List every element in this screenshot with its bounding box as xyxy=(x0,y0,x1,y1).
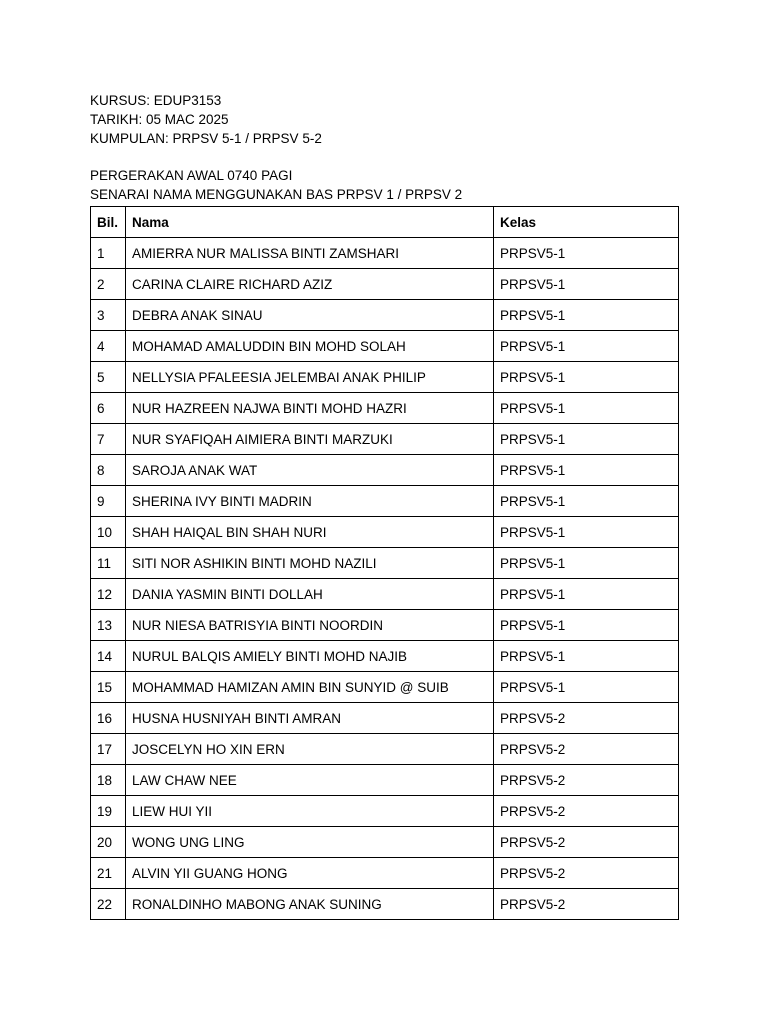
table-body xyxy=(91,238,679,920)
cell-nama: RONALDINHO MABONG ANAK SUNING xyxy=(126,889,494,920)
cell-nama: DANIA YASMIN BINTI DOLLAH xyxy=(126,579,494,610)
table-row xyxy=(91,393,679,424)
cell-nama: HUSNA HUSNIYAH BINTI AMRAN xyxy=(126,703,494,734)
table-row xyxy=(91,455,679,486)
cell-bil: 13 xyxy=(91,610,126,641)
cell-bil: 6 xyxy=(91,393,126,424)
cell-bil: 7 xyxy=(91,424,126,455)
table-row xyxy=(91,641,679,672)
cell-kelas: PRPSV5-1 xyxy=(494,548,679,579)
cell-nama: SHAH HAIQAL BIN SHAH NURI xyxy=(126,517,494,548)
cell-kelas: PRPSV5-2 xyxy=(494,796,679,827)
cell-bil: 3 xyxy=(91,300,126,331)
cell-bil: 14 xyxy=(91,641,126,672)
table-row xyxy=(91,610,679,641)
table-row xyxy=(91,424,679,455)
table-row xyxy=(91,827,679,858)
cell-bil: 19 xyxy=(91,796,126,827)
table-row xyxy=(91,889,679,920)
table-row xyxy=(91,579,679,610)
cell-nama: NUR HAZREEN NAJWA BINTI MOHD HAZRI xyxy=(126,393,494,424)
cell-bil: 11 xyxy=(91,548,126,579)
cell-nama: SHERINA IVY BINTI MADRIN xyxy=(126,486,494,517)
cell-nama: DEBRA ANAK SINAU xyxy=(126,300,494,331)
cell-nama: MOHAMAD AMALUDDIN BIN MOHD SOLAH xyxy=(126,331,494,362)
cell-nama: LIEW HUI YII xyxy=(126,796,494,827)
cell-nama: LAW CHAW NEE xyxy=(126,765,494,796)
column-header-nama: Nama xyxy=(126,207,494,238)
cell-kelas: PRPSV5-1 xyxy=(494,238,679,269)
cell-bil: 16 xyxy=(91,703,126,734)
cell-nama: CARINA CLAIRE RICHARD AZIZ xyxy=(126,269,494,300)
cell-kelas: PRPSV5-2 xyxy=(494,858,679,889)
cell-nama: SAROJA ANAK WAT xyxy=(126,455,494,486)
table-row xyxy=(91,362,679,393)
cell-bil: 22 xyxy=(91,889,126,920)
cell-kelas: PRPSV5-1 xyxy=(494,517,679,548)
table-row xyxy=(91,269,679,300)
table-row xyxy=(91,734,679,765)
table-row xyxy=(91,796,679,827)
cell-kelas: PRPSV5-1 xyxy=(494,424,679,455)
table-header-row xyxy=(91,207,679,238)
table-row xyxy=(91,486,679,517)
cell-kelas: PRPSV5-1 xyxy=(494,579,679,610)
list-title-line: SENARAI NAMA MENGGUNAKAN BAS PRPSV 1 / PRPSV 2 xyxy=(90,187,463,202)
table-row xyxy=(91,300,679,331)
cell-bil: 18 xyxy=(91,765,126,796)
cell-kelas: PRPSV5-1 xyxy=(494,362,679,393)
cell-kelas: PRPSV5-2 xyxy=(494,703,679,734)
table-row xyxy=(91,238,679,269)
date-line: TARIKH: 05 MAC 2025 xyxy=(90,112,229,127)
cell-nama: SITI NOR ASHIKIN BINTI MOHD NAZILI xyxy=(126,548,494,579)
table-row xyxy=(91,858,679,889)
cell-nama: NUR SYAFIQAH AIMIERA BINTI MARZUKI xyxy=(126,424,494,455)
document-header xyxy=(90,91,690,204)
cell-nama: ALVIN YII GUANG HONG xyxy=(126,858,494,889)
cell-kelas: PRPSV5-1 xyxy=(494,610,679,641)
cell-nama: JOSCELYN HO XIN ERN xyxy=(126,734,494,765)
table-row xyxy=(91,331,679,362)
cell-bil: 17 xyxy=(91,734,126,765)
cell-bil: 2 xyxy=(91,269,126,300)
cell-bil: 20 xyxy=(91,827,126,858)
cell-bil: 5 xyxy=(91,362,126,393)
cell-kelas: PRPSV5-1 xyxy=(494,486,679,517)
group-line: KUMPULAN: PRPSV 5-1 / PRPSV 5-2 xyxy=(90,131,322,146)
cell-kelas: PRPSV5-2 xyxy=(494,734,679,765)
column-header-kelas: Kelas xyxy=(494,207,679,238)
cell-bil: 15 xyxy=(91,672,126,703)
header-spacer xyxy=(90,148,690,166)
table-row xyxy=(91,672,679,703)
cell-bil: 12 xyxy=(91,579,126,610)
cell-nama: WONG UNG LING xyxy=(126,827,494,858)
cell-bil: 1 xyxy=(91,238,126,269)
cell-bil: 8 xyxy=(91,455,126,486)
cell-bil: 10 xyxy=(91,517,126,548)
cell-kelas: PRPSV5-1 xyxy=(494,331,679,362)
cell-kelas: PRPSV5-1 xyxy=(494,672,679,703)
student-list-table xyxy=(90,206,679,920)
departure-line: PERGERAKAN AWAL 0740 PAGI xyxy=(90,168,293,183)
table-row xyxy=(91,765,679,796)
table-row xyxy=(91,517,679,548)
cell-kelas: PRPSV5-1 xyxy=(494,455,679,486)
cell-kelas: PRPSV5-1 xyxy=(494,300,679,331)
cell-bil: 4 xyxy=(91,331,126,362)
cell-kelas: PRPSV5-1 xyxy=(494,393,679,424)
cell-bil: 21 xyxy=(91,858,126,889)
cell-kelas: PRPSV5-1 xyxy=(494,641,679,672)
cell-nama: MOHAMMAD HAMIZAN AMIN BIN SUNYID @ SUIB xyxy=(126,672,494,703)
cell-nama: AMIERRA NUR MALISSA BINTI ZAMSHARI xyxy=(126,238,494,269)
column-header-bil: Bil. xyxy=(91,207,126,238)
cell-kelas: PRPSV5-1 xyxy=(494,269,679,300)
cell-nama: NURUL BALQIS AMIELY BINTI MOHD NAJIB xyxy=(126,641,494,672)
cell-bil: 9 xyxy=(91,486,126,517)
course-line: KURSUS: EDUP3153 xyxy=(90,93,222,108)
cell-nama: NELLYSIA PFALEESIA JELEMBAI ANAK PHILIP xyxy=(126,362,494,393)
cell-kelas: PRPSV5-2 xyxy=(494,889,679,920)
table-row xyxy=(91,548,679,579)
table-row xyxy=(91,703,679,734)
cell-nama: NUR NIESA BATRISYIA BINTI NOORDIN xyxy=(126,610,494,641)
cell-kelas: PRPSV5-2 xyxy=(494,765,679,796)
cell-kelas: PRPSV5-2 xyxy=(494,827,679,858)
